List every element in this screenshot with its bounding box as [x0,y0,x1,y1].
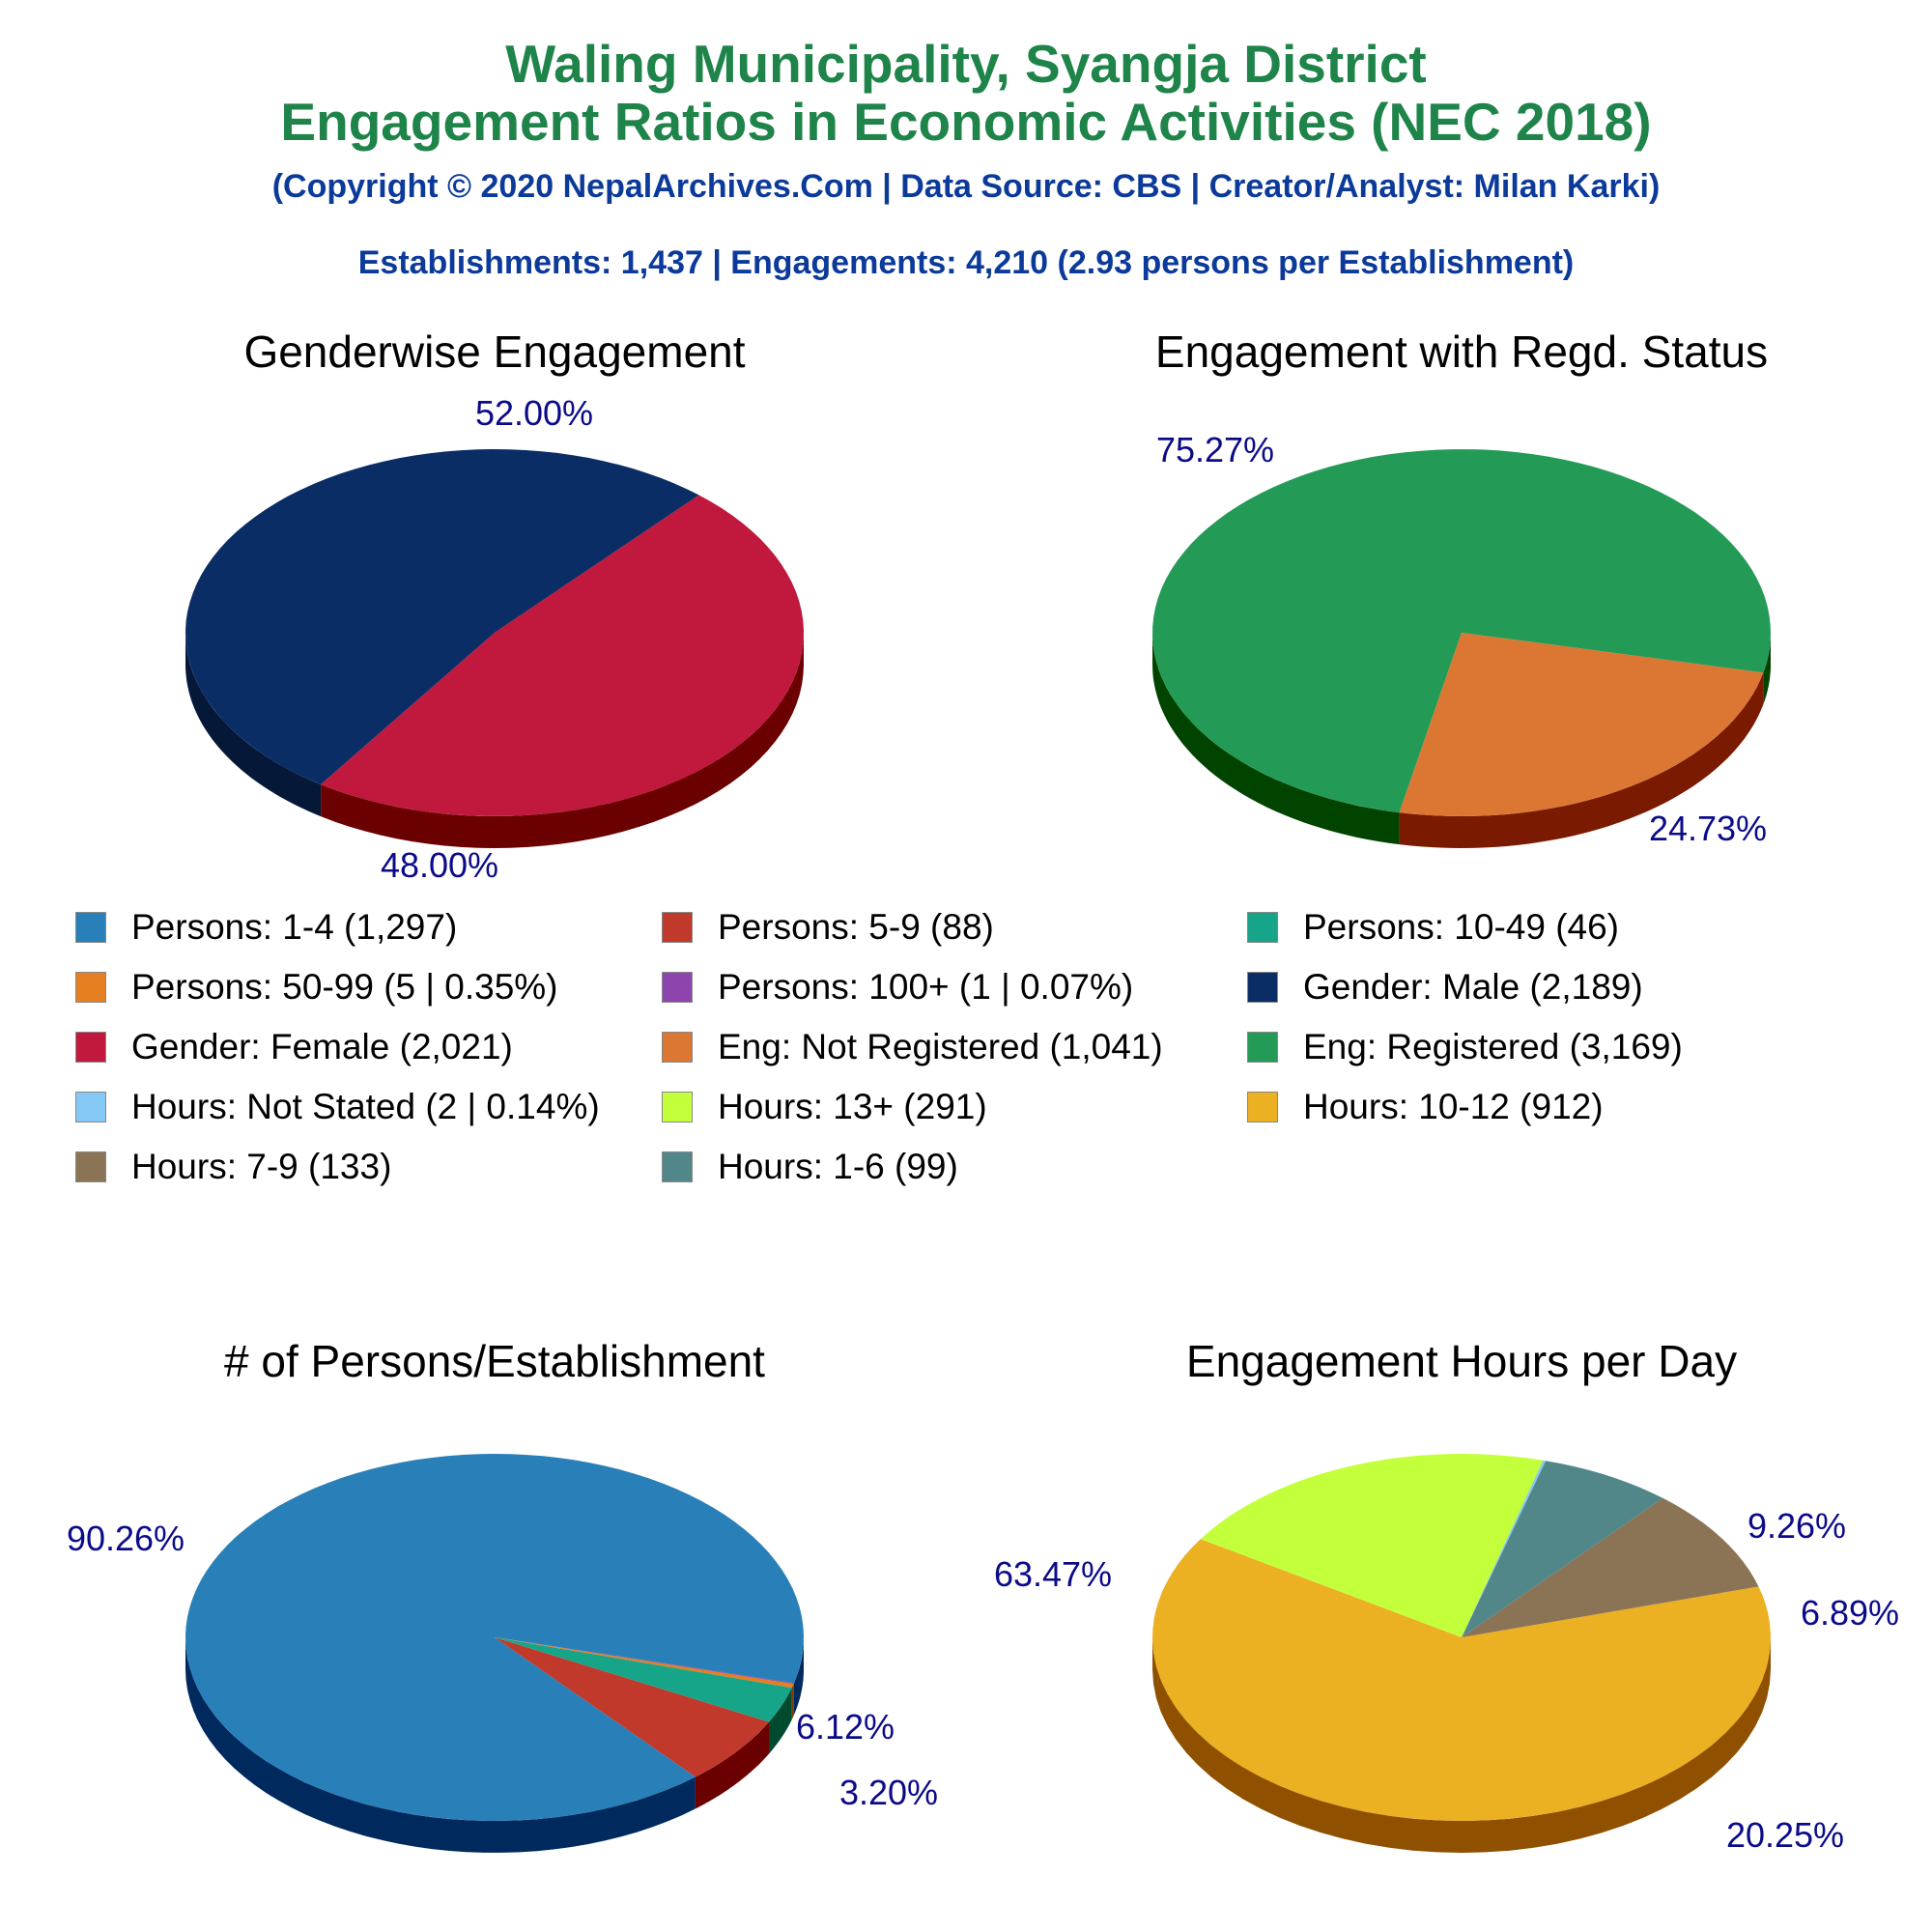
legend-item [1247,903,1619,952]
legend-swatch [662,912,693,943]
legend-label: Hours: 7-9 (133) [131,1147,392,1186]
legend-item [75,1023,513,1071]
slice-percent-label: 3.20% [838,1773,939,1812]
legend-swatch [75,912,106,943]
legend-swatch [75,1092,106,1122]
legend-label: Persons: 50-99 (5 | 0.35%) [131,967,558,1007]
legend-label: Hours: 1-6 (99) [718,1147,958,1186]
legend-label: Gender: Female (2,021) [131,1027,513,1066]
pie-side-wall [792,1684,794,1719]
legend-swatch [1247,1032,1278,1063]
legend-label: Persons: 10-49 (46) [1303,907,1620,947]
legend-item [662,903,994,952]
summary-line: Establishments: 1,437 | Engagements: 4,210 (2.93 persons per Establishment) [357,244,1575,281]
slice-percent-label: 63.47% [993,1554,1113,1594]
legend-swatch [662,1092,693,1122]
copyright-line: (Copyright © 2020 NepalArchives.Com | Data Source: CBS | Creator/Analyst: Milan Karki) [271,168,1661,205]
title-line-1: Waling Municipality, Syangja District [505,34,1427,94]
legend-item [75,1083,600,1131]
legend-label: Hours: Not Stated (2 | 0.14%) [131,1087,600,1126]
legend-item [75,1143,391,1191]
slice-percent-label: 75.27% [1155,430,1275,469]
legend-swatch [75,1032,106,1063]
pie-chart-4 [994,1336,1899,1855]
pie-chart-3 [67,1336,938,1853]
legend-item [662,1083,987,1131]
slice-percent-label: 90.26% [66,1519,185,1558]
legend-item [1247,1023,1683,1071]
legend-label: Hours: 13+ (291) [718,1087,987,1126]
legend-swatch [662,1032,693,1063]
legend-swatch [75,972,106,1003]
legend-label: Eng: Registered (3,169) [1303,1027,1683,1066]
legend-item [662,963,1133,1011]
legend-label: Persons: 100+ (1 | 0.07%) [718,967,1134,1007]
legend-item [662,1023,1163,1071]
legend-swatch [1247,972,1278,1003]
slice-percent-label: 24.73% [1648,809,1768,848]
pie-chart-2 [1152,327,1771,848]
pie-title: Engagement Hours per Day [1185,1336,1738,1386]
legend-item [75,963,558,1011]
slice-percent-label: 52.00% [474,393,594,433]
legend-item [1247,963,1643,1011]
slice-percent-label: 6.89% [1800,1593,1900,1633]
legend-item [1247,1083,1604,1131]
pie-chart-1 [185,327,804,885]
slice-percent-label: 9.26% [1747,1506,1847,1546]
slice-percent-label: 20.25% [1725,1815,1845,1855]
legend-swatch [1247,1092,1278,1122]
legend-swatch [662,1151,693,1182]
slice-percent-label: 48.00% [380,845,499,885]
legend-swatch [75,1151,106,1182]
legend-label: Gender: Male (2,189) [1303,967,1643,1007]
pie-title: Genderwise Engagement [243,327,746,377]
pie-title: # of Persons/Establishment [224,1336,765,1386]
legend-item [75,903,457,952]
pie-title: Engagement with Regd. Status [1154,327,1769,377]
legend-swatch [1247,912,1278,943]
legend-label: Persons: 5-9 (88) [718,907,994,947]
title-line-2: Engagement Ratios in Economic Activities (NEC 2018) [280,92,1652,152]
legend-label: Hours: 10-12 (912) [1303,1087,1604,1126]
legend-item [662,1143,958,1191]
legend-label: Persons: 1-4 (1,297) [131,907,458,947]
legend-label: Eng: Not Registered (1,041) [718,1027,1163,1066]
legend-swatch [662,972,693,1003]
slice-percent-label: 6.12% [795,1707,895,1747]
